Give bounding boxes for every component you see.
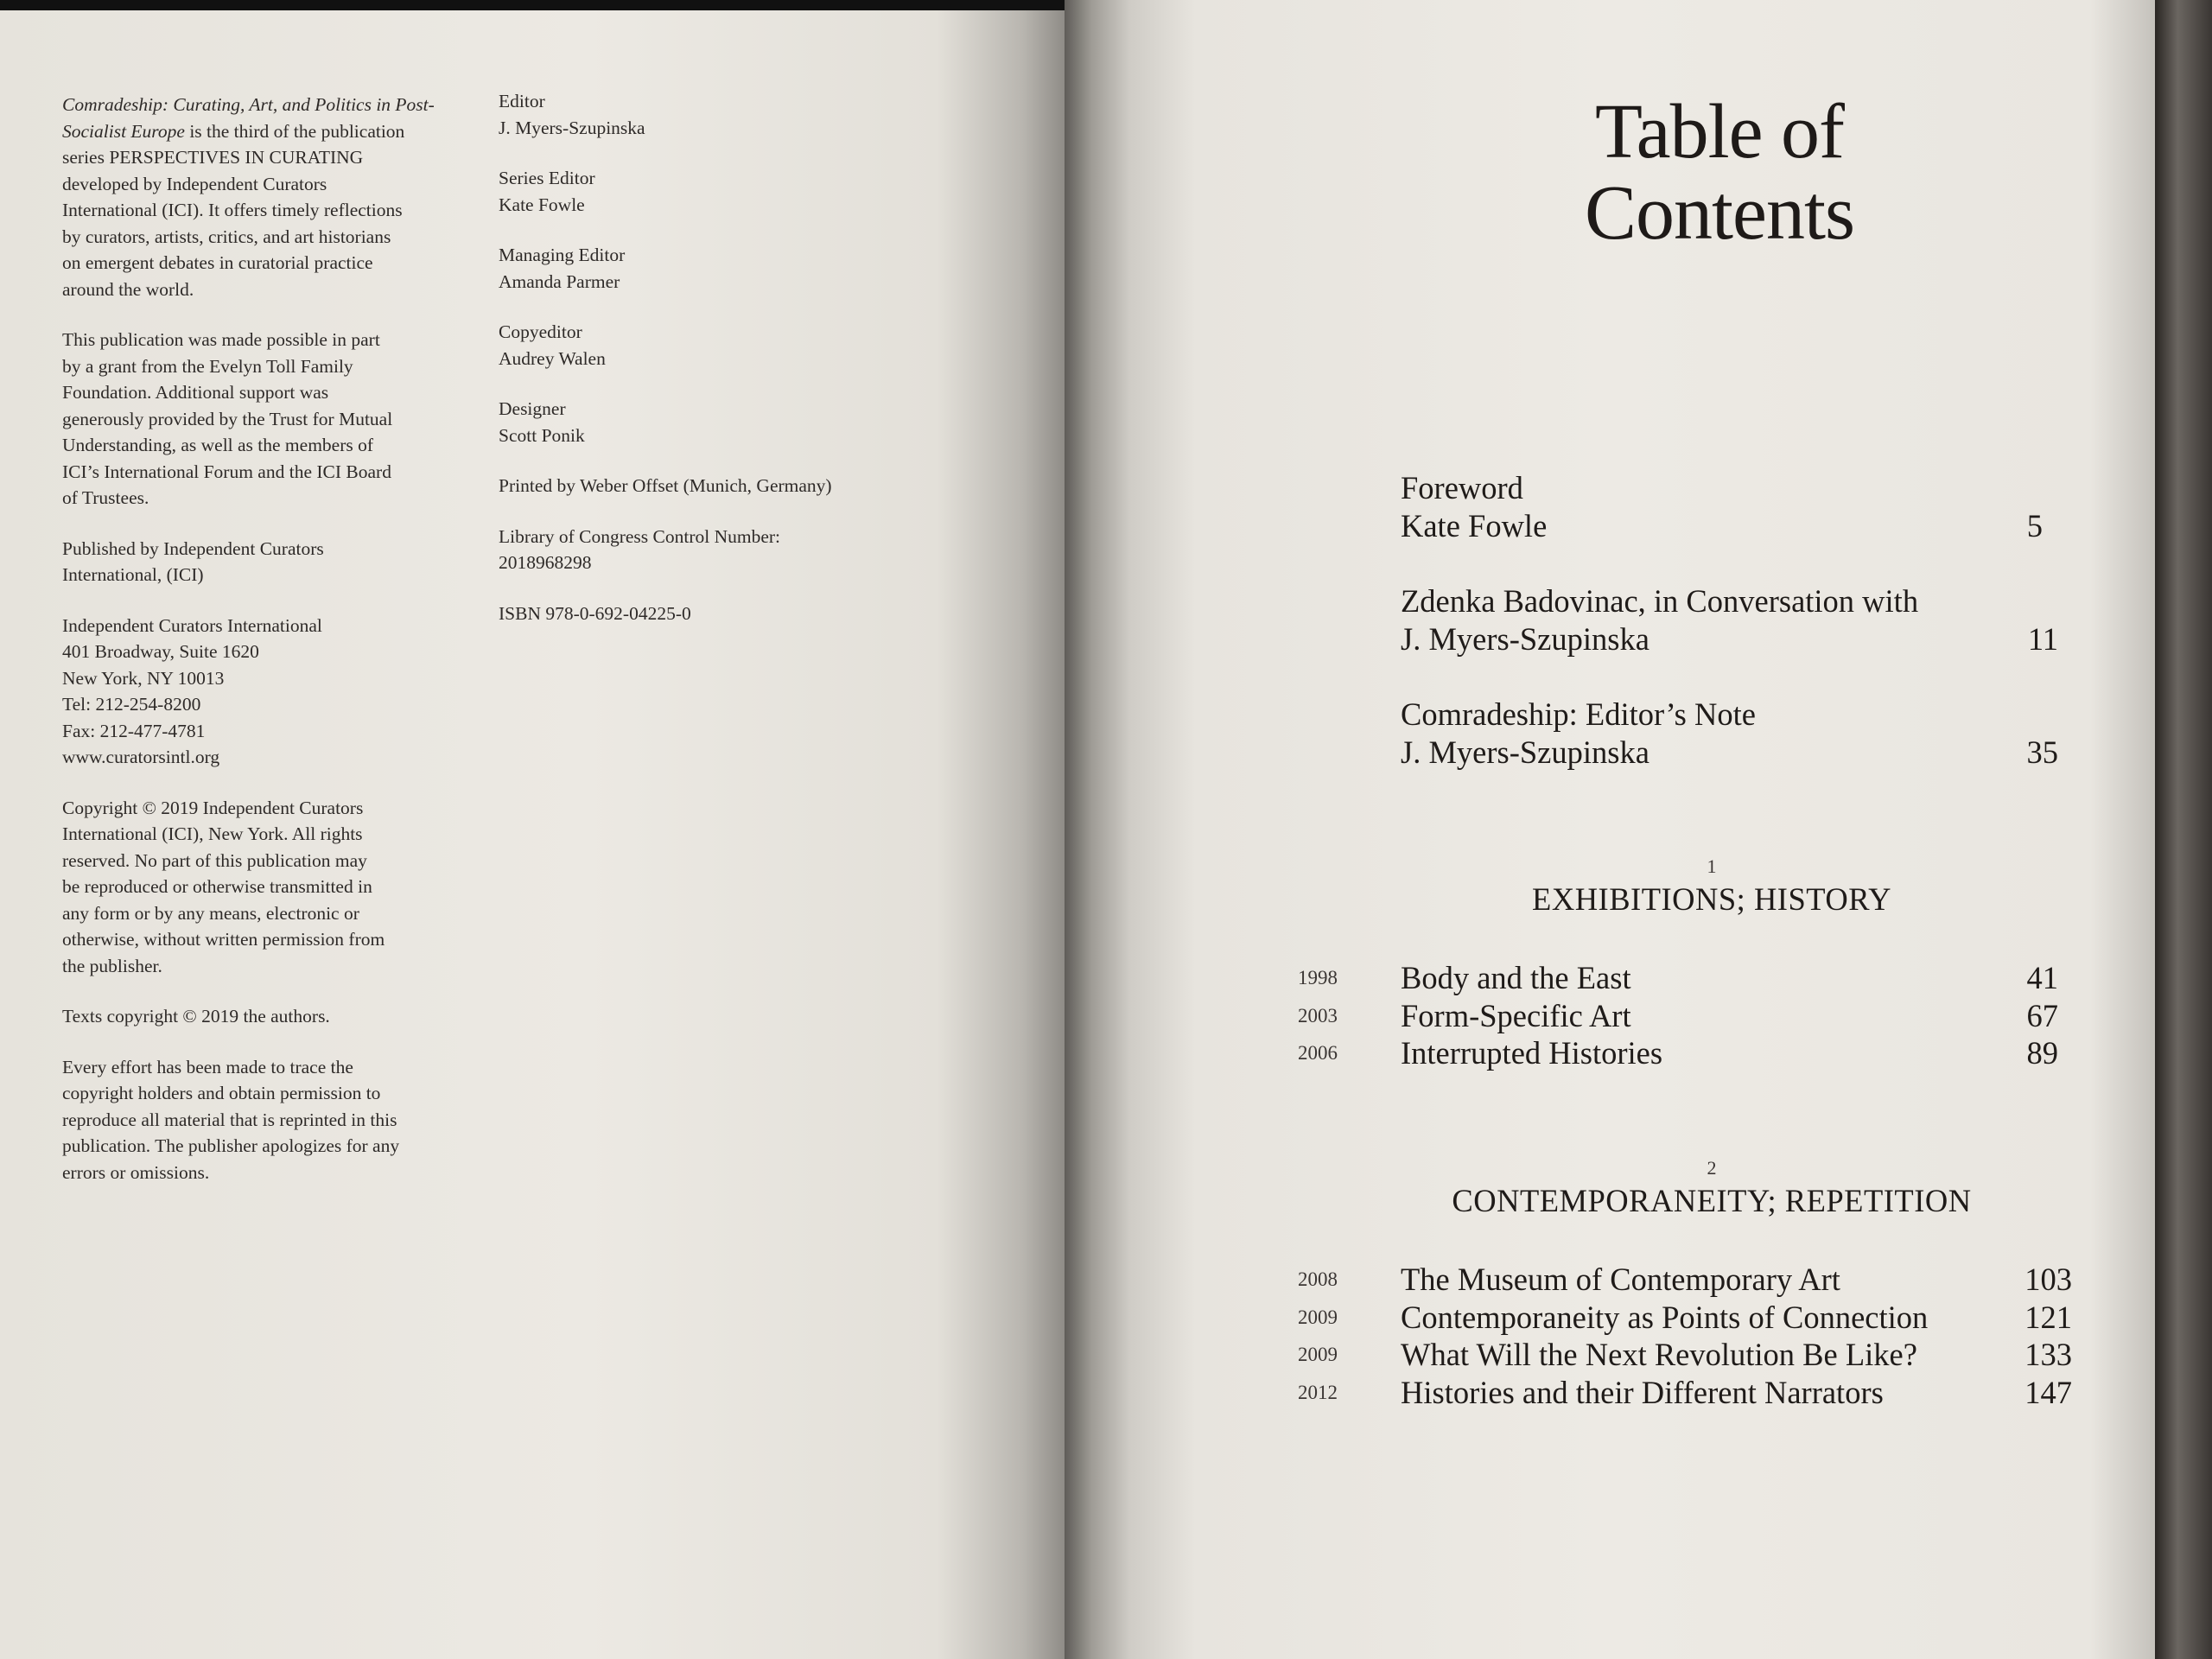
effort-line: Every effort has been made to trace the [62, 1056, 353, 1077]
support-line: ICI’s International Forum and the ICI Board [62, 461, 391, 482]
address-line: Tel: 212-254-8200 [62, 694, 201, 715]
effort-line: errors or omissions. [62, 1161, 210, 1183]
managing-editor-label: Managing Editor [499, 245, 626, 265]
series-editor-name: Kate Fowle [499, 194, 585, 215]
intro-line: developed by Independent Curators [62, 173, 327, 194]
toc-entry-title: Zdenka Badovinac, in Conversation with [1401, 583, 1919, 619]
published-line: International, (ICI) [62, 564, 204, 585]
loc-number: 2018968298 [499, 552, 592, 573]
address-line: 401 Broadway, Suite 1620 [62, 641, 259, 662]
published-line: Published by Independent Curators [62, 537, 324, 559]
toc-entry-page: 89 [2026, 1035, 2058, 1071]
intro-line: series PERSPECTIVES IN CURATING [62, 147, 364, 168]
toc-entry-author: Kate Fowle [1401, 508, 1548, 543]
section-title: EXHIBITIONS; HISTORY [1532, 881, 1891, 917]
toc-entry-title: Form-Specific Art [1401, 998, 1631, 1033]
entry-year: 2012 [1298, 1382, 1338, 1403]
toc-entry-page: 35 [2026, 734, 2058, 770]
page-title: Table of Contents [1584, 89, 1854, 256]
texts-copyright: Texts copyright © 2019 the authors. [62, 1006, 330, 1027]
support-line: Foundation. Additional support was [62, 382, 329, 403]
entry-year: 1998 [1298, 967, 1338, 988]
address-line: Independent Curators International [62, 614, 322, 636]
toc-entry-page: 5 [2026, 508, 2043, 543]
toc-entry-title: Histories and their Different Narrators [1401, 1375, 1884, 1410]
intro-line: Comradeship: Curating, Art, and Politics in Post- [62, 94, 435, 115]
toc-entry-page: 147 [2024, 1375, 2072, 1410]
colophon-left [62, 92, 512, 1185]
copyright-line: Copyright © 2019 Independent Curators [62, 797, 364, 818]
copyright-line: the publisher. [62, 955, 162, 976]
intro-line: by curators, artists, critics, and art historians [62, 226, 391, 247]
toc-entry-page: 11 [2027, 621, 2058, 657]
toc-entry-title: Interrupted Histories [1401, 1035, 1663, 1071]
section-number: 1 [1707, 855, 1717, 877]
section-number: 2 [1707, 1157, 1717, 1179]
effort-line: copyright holders and obtain permission to [62, 1083, 381, 1103]
colophon-credits [499, 88, 931, 626]
copyeditor-name: Audrey Walen [499, 347, 606, 369]
toc-entry-title: Comradeship: Editor’s Note [1401, 696, 1756, 732]
intro-line: around the world. [62, 278, 194, 300]
entry-year: 2009 [1298, 1306, 1338, 1328]
section-title: CONTEMPORANEITY; REPETITION [1452, 1183, 1972, 1218]
copyright-line: otherwise, without written permission from [62, 929, 385, 950]
toc-entry-title: What Will the Next Revolution Be Like? [1401, 1337, 1917, 1372]
address-line: Fax: 212-477-4781 [62, 720, 206, 741]
editor-name: J. Myers-Szupinska [499, 117, 645, 138]
copyright-line: reserved. No part of this publication may [62, 849, 367, 871]
designer-name: Scott Ponik [499, 424, 585, 446]
toc-entry-page: 121 [2024, 1300, 2072, 1335]
address-line: www.curatorsintl.org [62, 747, 220, 767]
toc-entry-page: 103 [2024, 1262, 2072, 1297]
intro-line: International (ICI). It offers timely reflections [62, 200, 403, 220]
support-line: of Trustees. [62, 487, 149, 508]
support-line: generously provided by the Trust for Mutual [62, 408, 393, 429]
editor-label: Editor [499, 91, 545, 111]
toc-entry-page: 41 [2026, 960, 2058, 995]
entry-year: 2009 [1298, 1344, 1338, 1365]
designer-label: Designer [499, 398, 566, 419]
loc-label: Library of Congress Control Number: [499, 525, 781, 547]
toc-entry-author: J. Myers-Szupinska [1401, 621, 1649, 657]
intro-line: Socialist Europe is the third of the publication [62, 120, 405, 142]
effort-line: publication. The publisher apologizes for any [62, 1135, 400, 1156]
book-edge [2155, 0, 2212, 1659]
toc-entry-page: 133 [2024, 1337, 2072, 1372]
toc-entry-author: J. Myers-Szupinska [1401, 734, 1649, 770]
copyright-line: International (ICI), New York. All rights [62, 823, 363, 844]
managing-editor-name: Amanda Parmer [499, 270, 620, 292]
series-editor-label: Series Editor [499, 168, 595, 188]
toc-entry-page: 67 [2026, 998, 2058, 1033]
copyright-line: be reproduced or otherwise transmitted in [62, 876, 372, 897]
entry-year: 2003 [1298, 1005, 1338, 1027]
copyright-line: any form or by any means, electronic or [62, 902, 359, 924]
copyeditor-label: Copyeditor [499, 321, 582, 342]
toc-entry-title: Contemporaneity as Points of Connection [1401, 1300, 1929, 1335]
toc-entry-title: Body and the East [1401, 960, 1631, 995]
effort-line: reproduce all material that is reprinted in this [62, 1109, 397, 1130]
support-line: Understanding, as well as the members of [62, 435, 374, 455]
address-line: New York, NY 10013 [62, 667, 225, 689]
entry-year: 2006 [1298, 1042, 1338, 1064]
support-line: by a grant from the Evelyn Toll Family [62, 355, 353, 377]
intro-line: on emergent debates in curatorial practice [62, 252, 373, 273]
support-line: This publication was made possible in part [62, 329, 380, 350]
toc-entry-title: The Museum of Contemporary Art [1401, 1262, 1840, 1297]
printed-by: Printed by Weber Offset (Munich, Germany) [499, 475, 832, 496]
toc-entry-title: Foreword [1401, 470, 1523, 505]
entry-year: 2008 [1298, 1268, 1338, 1290]
isbn: ISBN 978-0-692-04225-0 [499, 602, 691, 624]
